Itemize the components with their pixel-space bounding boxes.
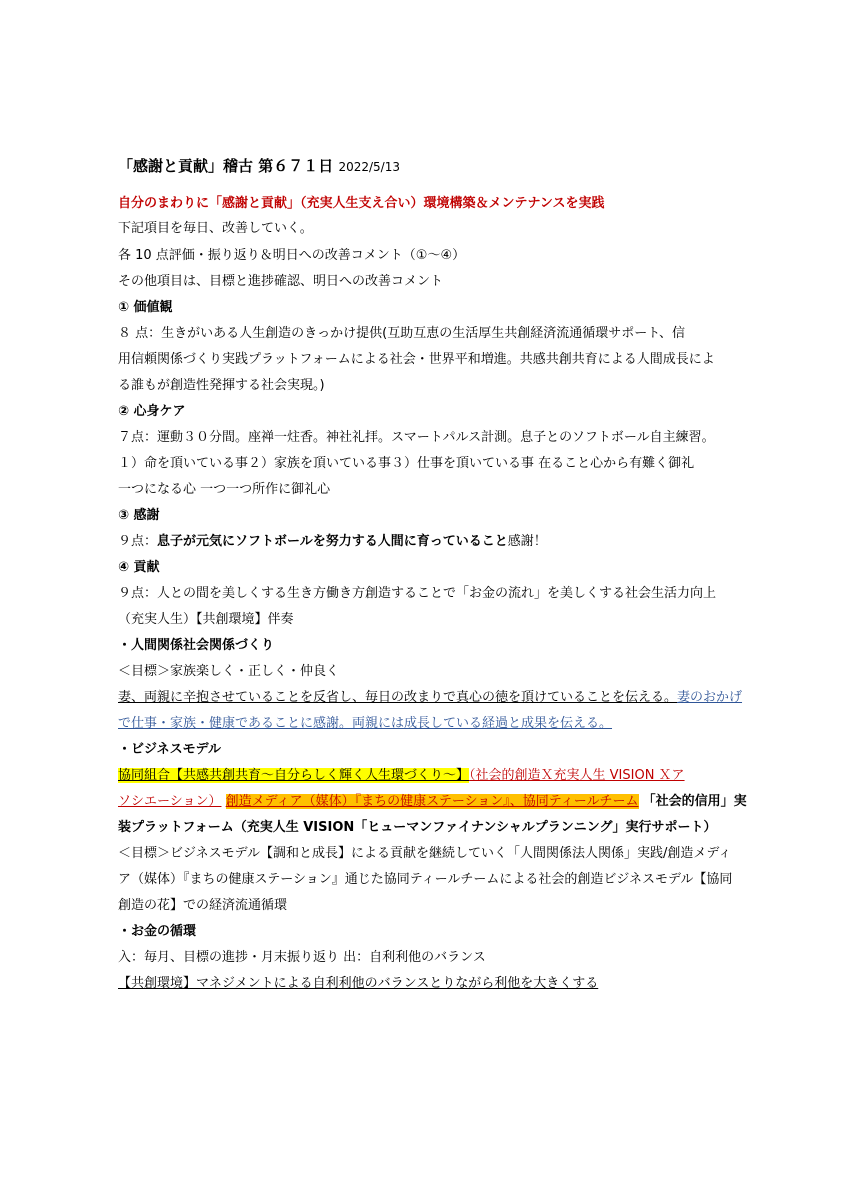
intro-line-1: 下記項目を毎日、改善していく。 bbox=[118, 221, 313, 236]
gratitude-suffix: 感謝！ bbox=[507, 534, 547, 549]
intro-line-3: その他項目は、目標と進捗確認、明日への改善コメント bbox=[118, 274, 444, 289]
section-values-line-3: る誰もが創造性発揮する社会実現。) bbox=[118, 378, 325, 393]
human-line-1a: 妻、両親に辛抱させていることを反省し、毎日の改まりで真心の徳を頂けていることを伝える。 bbox=[118, 690, 678, 705]
section-money-line-1: 入：毎月、目標の進捗・月末振り返り 出：自利利他のバランス bbox=[118, 950, 486, 965]
section-care-line-2: １）命を頂いている事２）家族を頂いている事３）仕事を頂いている事 在ること心から有難く御礼 bbox=[118, 456, 695, 471]
section-contribution-line-1: ９点：人との間を美しくする生き方働き方創造することで「お金の流れ」を美しくする社会生活力向上 bbox=[118, 586, 717, 601]
section-care-line-1: ７点：運動３０分間。座禅一炷香。神社礼拝。スマートパルス計測。息子とのソフトボール自主練習。 bbox=[118, 430, 715, 445]
section-care-line-3: 一つになる心 一つ一つ所作に御礼心 bbox=[118, 482, 331, 497]
business-media-highlight: 創造メディア（媒体）『まちの健康ステーション』、協同ティールチーム bbox=[225, 794, 639, 809]
section-human-line-1 bbox=[118, 688, 742, 708]
title-date: 2022/5/13 bbox=[338, 160, 400, 174]
gratitude-bold: 息子が元気にソフトボールを努力する人間に育っていること bbox=[157, 534, 508, 549]
section-values-line-1: ８ 点：生きがいある人生創造のきっかけ提供(互助互恵の生活厚生共創経済流通循環サポート、信 bbox=[118, 326, 686, 341]
section-values-line-2: 用信頼関係づくり実践プラットフォームによる社会・世界平和増進。共感共創共育による人間成長によ bbox=[118, 352, 715, 367]
business-vision-text: （社会的創造Ｘ充実人生 VISION Ｘア bbox=[469, 768, 685, 783]
business-credit-text: 「社会的信用」実 bbox=[642, 794, 747, 809]
section-money-heading: ・お金の循環 bbox=[118, 924, 197, 939]
business-coop-highlight: 協同組合【共感共創共育～自分らしく輝く人生環づくり～】 bbox=[118, 768, 470, 783]
section-business-line-1 bbox=[118, 766, 685, 786]
section-human-heading: ・人間関係社会関係づくり bbox=[118, 638, 275, 653]
section-contribution-heading: ④ 貢献 bbox=[118, 560, 160, 575]
section-business-line-6: 創造の花】での経済流通循環 bbox=[118, 898, 288, 913]
section-business-line-4: ＜目標＞ビジネスモデル【調和と成長】による貢献を継続していく「人間関係法人関係」実践/創造メディ bbox=[118, 846, 732, 861]
section-business-line-5: ア（媒体）『まちの健康ステーション』通じた協同ティールチームによる社会的創造ビジネスモデル【協同 bbox=[118, 872, 733, 887]
section-business-heading: ・ビジネスモデル bbox=[118, 742, 221, 757]
section-care-heading: ② 心身ケア bbox=[118, 404, 186, 419]
intro-heading: 自分のまわりに「感謝と貢献」（充実人生支え合い）環境構築＆メンテナンスを実践 bbox=[118, 196, 605, 211]
section-business-line-3: 装プラットフォーム（充実人生 VISION「ヒューマンファイナンシャルプランニング」実行サポート） bbox=[118, 820, 717, 835]
section-values-heading: ① 価値観 bbox=[118, 300, 173, 315]
section-money-line-2: 【共創環境】マネジメントによる自利利他のバランスとりながら利他を大きくする bbox=[118, 976, 599, 991]
section-business-line-2 bbox=[118, 792, 747, 812]
section-human-line-2: で仕事・家族・健康であることに感謝。両親には成長している経過と成果を伝える。 bbox=[118, 716, 613, 731]
business-association-text: ソシエーション） bbox=[118, 794, 222, 809]
gratitude-prefix: ９点： bbox=[118, 534, 158, 549]
title-main: 「感謝と貢献」稽古 第６７１日 bbox=[118, 157, 334, 175]
section-gratitude-heading: ③ 感謝 bbox=[118, 508, 160, 523]
section-human-goal: ＜目標＞家族楽しく・正しく・仲良く bbox=[118, 664, 340, 679]
section-gratitude-line bbox=[118, 532, 547, 552]
intro-line-2: 各 10 点評価・振り返り＆明日への改善コメント（①～④） bbox=[118, 248, 466, 263]
human-line-1b: 妻のおかげ bbox=[677, 690, 743, 705]
document-title bbox=[118, 156, 400, 177]
section-contribution-line-2: （充実人生）【共創環境】伴奏 bbox=[118, 612, 294, 627]
